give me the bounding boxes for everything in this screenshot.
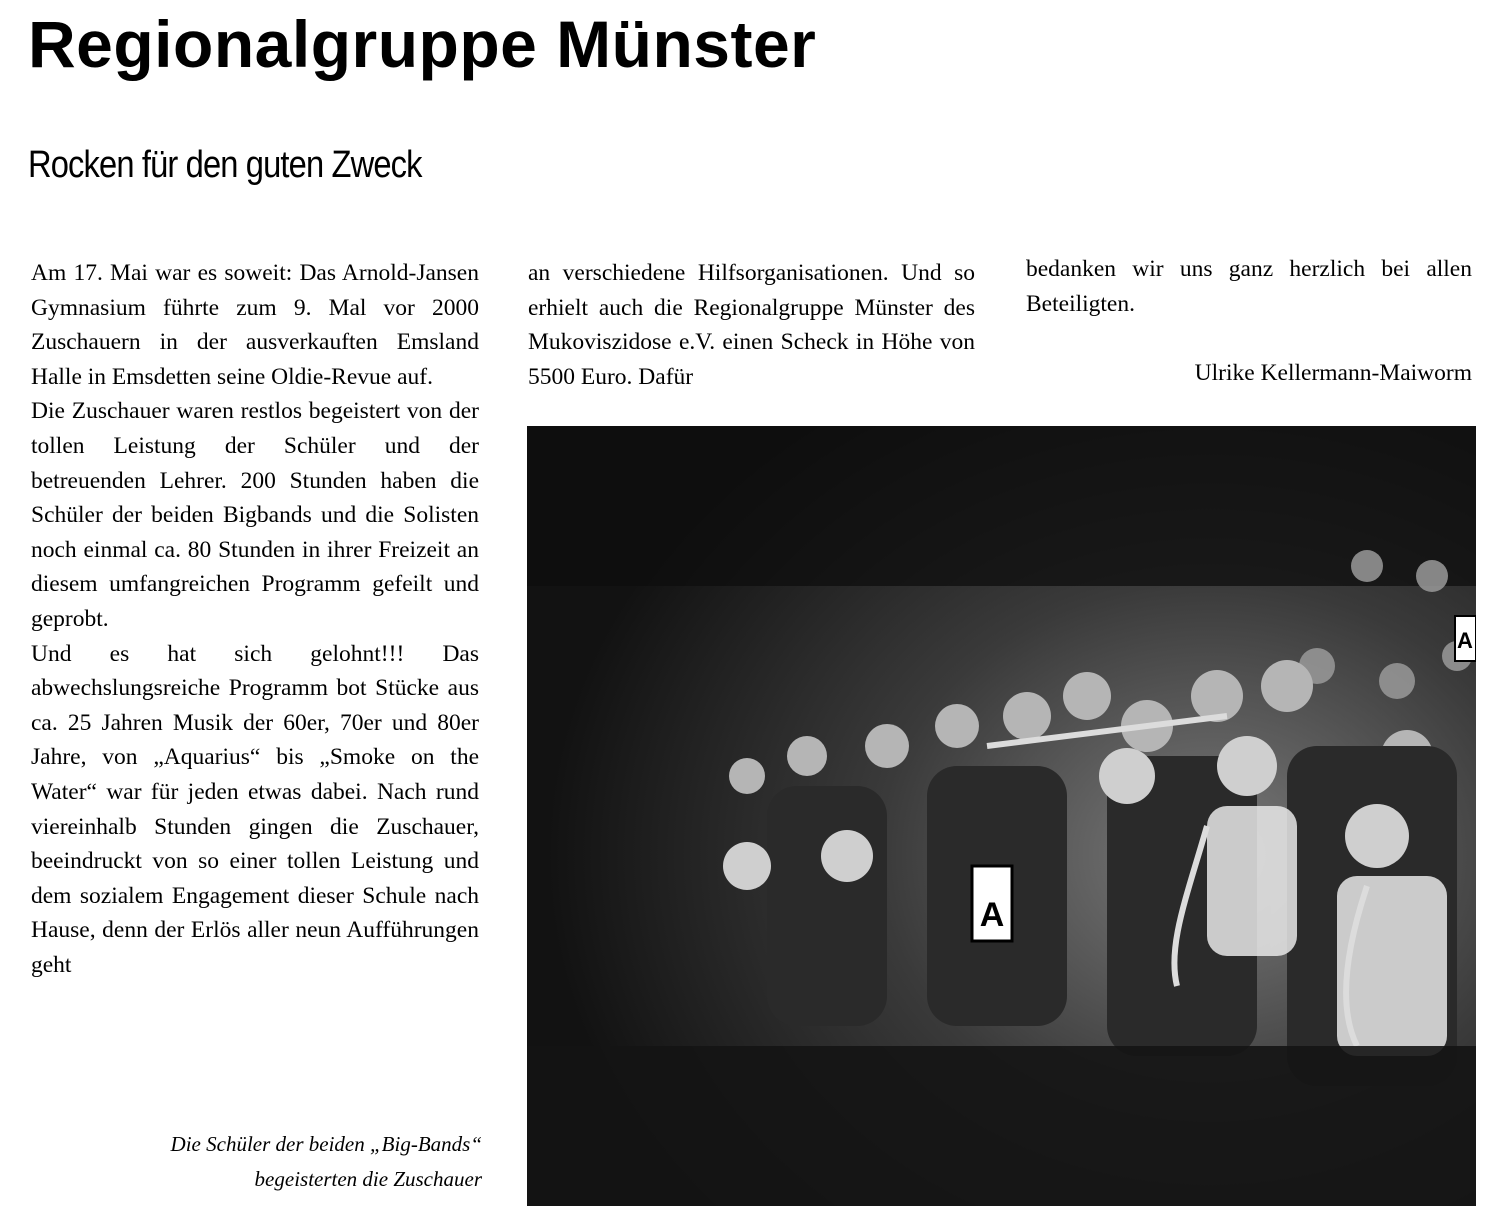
bigband-photo [527, 426, 1476, 1206]
author-name: Ulrike Kellermann-Maiworm [1194, 360, 1472, 386]
svg-text:A: A [979, 896, 1005, 934]
page-title: Regionalgruppe Münster [28, 7, 817, 81]
photo-caption [171, 1127, 482, 1197]
paragraph-5: bedanken wir uns ganz herzlich bei allen Beteiligten. [1026, 256, 1472, 317]
svg-text:A: A [1457, 628, 1473, 653]
article-column-3 [1026, 252, 1472, 321]
paragraph-2: Die Zuschauer waren restlos begeistert von der tollen Leistung der Schüler und der betreuenden Lehrer. 200 Stunden haben die Schüler der beiden Bigbands und die Solisten noch einmal ca. 80 Stunden in ihrer Freizeit an diesem umfangreichen Programm gefeilt und geprobt. [31, 398, 479, 632]
article-column-2 [528, 256, 975, 394]
paragraph-4: an verschiedene Hilfsorganisationen. Und so erhielt auch die Regionalgruppe Münster des Mukoviszidose e.V. einen Scheck in Höhe von 5500 Euro. Dafür [528, 260, 975, 390]
music-stand-1 [972, 866, 1012, 941]
paragraph-1: Am 17. Mai war es soweit: Das Arnold-Jansen Gymnasium führte zum 9. Mal vor 2000 Zuschauern in der ausverkauften Emsland Halle in Emsdetten seine Oldie-Revue auf. [31, 260, 479, 390]
caption-line-1: Die Schüler der beiden „Big-Bands“ [170, 1132, 482, 1156]
photo-illustration [527, 426, 1476, 1206]
music-stand-2 [1455, 616, 1476, 661]
caption-line-2: begeisterten die Zuschauer [254, 1167, 482, 1191]
paragraph-3: Und es hat sich gelohnt!!! Das abwechslungsreiche Programm bot Stücke aus ca. 25 Jahren Musik der 60er, 70er und 80er Jahre, von „Aquarius“ bis „Smoke on the Water“ war für jeden etwas dabei. Nach rund viereinhalb Stunden gingen die Zuschauer, beeindruckt von so einer tollen Leistung und dem sozialem Engagement dieser Schule nach Hause, denn der Erlös aller neun Aufführungen geht [31, 640, 479, 978]
article-column-1 [31, 256, 479, 982]
article-subtitle: Rocken für den guten Zweck [28, 144, 422, 186]
